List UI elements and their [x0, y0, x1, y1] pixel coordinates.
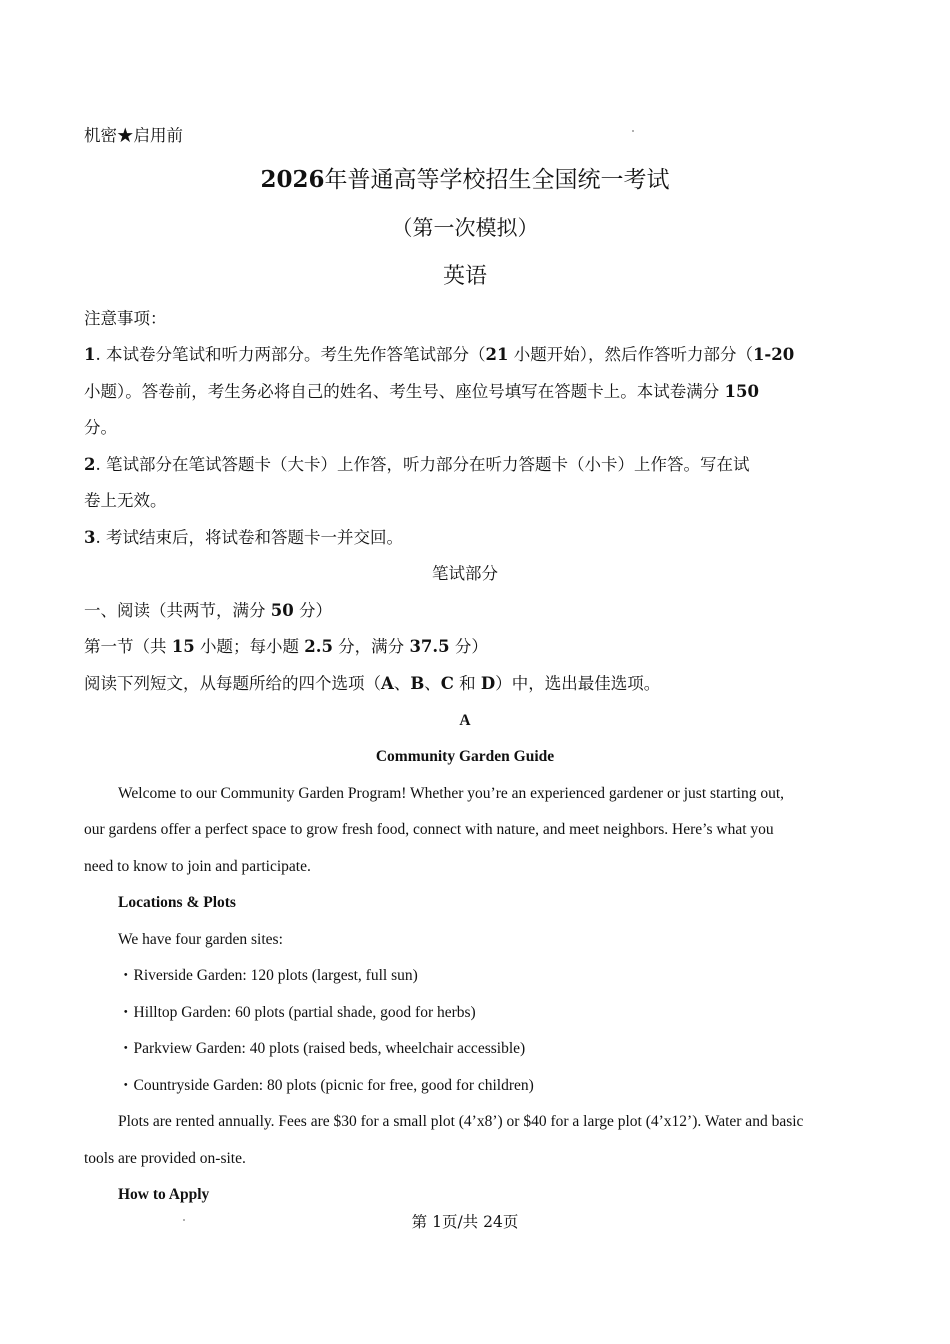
note-1-text-c: 小题开始），然后作答听力部分（	[508, 345, 753, 364]
section-1-text-a: 第一节（共	[84, 637, 172, 656]
site-item: ・Hilltop Garden: 60 plots (partial shade, good for herbs)	[118, 1004, 476, 1021]
note-2-number: 2	[84, 455, 96, 474]
page-footer: 第 1页/共 24页	[411, 1213, 519, 1231]
exam-title-text: 年普通高等学校招生全国统一考试	[324, 167, 670, 193]
passage-label: A	[459, 712, 471, 729]
option-a: A	[381, 674, 394, 693]
note-3-number: 3	[84, 528, 96, 547]
section-1-each: 2.5	[304, 637, 333, 656]
exam-subtitle: （第一次模拟）	[391, 216, 539, 240]
exam-year: 2026	[260, 166, 325, 193]
note-1-text-a: . 本试卷分笔试和听力两部分。考生先作答笔试部分（	[95, 345, 486, 364]
passage-p1-line-1: Welcome to our Community Garden Program! Whether you’re an experienced gardener or just starting out,	[118, 785, 785, 802]
reading-instruction	[84, 672, 846, 696]
option-c: C	[440, 674, 454, 693]
note-1-text-e: 小题）。答卷前，考生务必将自己的姓名、考生号、座位号填写在答题卡上。本试卷满分	[84, 382, 725, 401]
fees-line-2: tools are provided on-site.	[84, 1150, 246, 1167]
fees-line-1: Plots are rented annually. Fees are $30 for a small plot (4’x8’) or $40 for a large plot (4’x12’). Water and basic	[118, 1113, 804, 1130]
passage-title: Community Garden Guide	[375, 748, 555, 765]
locations-heading: Locations & Plots	[118, 894, 236, 911]
note-1-number: 1	[84, 345, 96, 364]
part-1-text-a: 一、阅读（共两节，满分	[84, 601, 271, 620]
note-3-text: . 考试结束后，将试卷和答题卡一并交回。	[95, 528, 403, 547]
exam-title	[84, 164, 846, 196]
section-1-total: 37.5	[409, 637, 450, 656]
passage-p1-line-3: need to know to join and participate.	[84, 858, 311, 875]
section-1-heading	[84, 635, 846, 659]
notes-heading: 注意事项：	[84, 309, 167, 328]
part-1-heading	[84, 599, 846, 623]
section-1-text-c: 小题；每小题	[194, 637, 305, 656]
instr-end: ）中，选出最佳选项。	[495, 674, 661, 693]
sites-intro: We have four garden sites:	[118, 931, 283, 948]
instr-a: 阅读下列短文，从每题所给的四个选项（	[84, 674, 381, 693]
how-to-apply-heading: How to Apply	[118, 1186, 210, 1203]
part-1-score: 50	[270, 601, 294, 620]
instr-and: 和	[453, 674, 481, 693]
confidential-label: 机密★启用前	[84, 126, 183, 145]
note-3-line-1	[84, 526, 846, 550]
option-b: B	[410, 674, 425, 693]
section-1-text-e: 分，满分	[332, 637, 410, 656]
note-1-line-1	[84, 343, 846, 367]
section-1-text-g: 分）	[449, 637, 488, 656]
note-1-text-d: 1-20	[752, 345, 795, 364]
option-d: D	[480, 674, 496, 693]
note-2-line-1	[84, 453, 846, 477]
note-2-line-2: 卷上无效。	[84, 491, 167, 510]
site-item: ・Countryside Garden: 80 plots (picnic for free, good for children)	[118, 1077, 534, 1094]
instr-sep-1: 、	[393, 674, 411, 693]
note-1-line-2	[84, 380, 846, 404]
written-section-heading: 笔试部分	[432, 564, 498, 583]
passage-p1-line-2: our gardens offer a perfect space to grow fresh food, connect with nature, and meet neighbors. Here’s what you	[84, 821, 774, 838]
instr-sep-2: 、	[424, 674, 441, 693]
section-1-count: 15	[171, 637, 195, 656]
note-1-text-f: 150	[724, 382, 759, 401]
scan-dot	[632, 130, 634, 132]
note-2-text-a: . 笔试部分在笔试答题卡（大卡）上作答，听力部分在听力答题卡（小卡）上作答。写在试	[95, 455, 750, 474]
scan-dot	[183, 1219, 185, 1221]
note-1-text-b: 21	[485, 345, 509, 364]
exam-subject: 英语	[442, 264, 487, 289]
note-1-line-3: 分。	[84, 418, 117, 437]
site-item: ・Riverside Garden: 120 plots (largest, full sun)	[118, 967, 418, 984]
site-item: ・Parkview Garden: 40 plots (raised beds, wheelchair accessible)	[118, 1040, 526, 1057]
part-1-text-c: 分）	[293, 601, 332, 620]
